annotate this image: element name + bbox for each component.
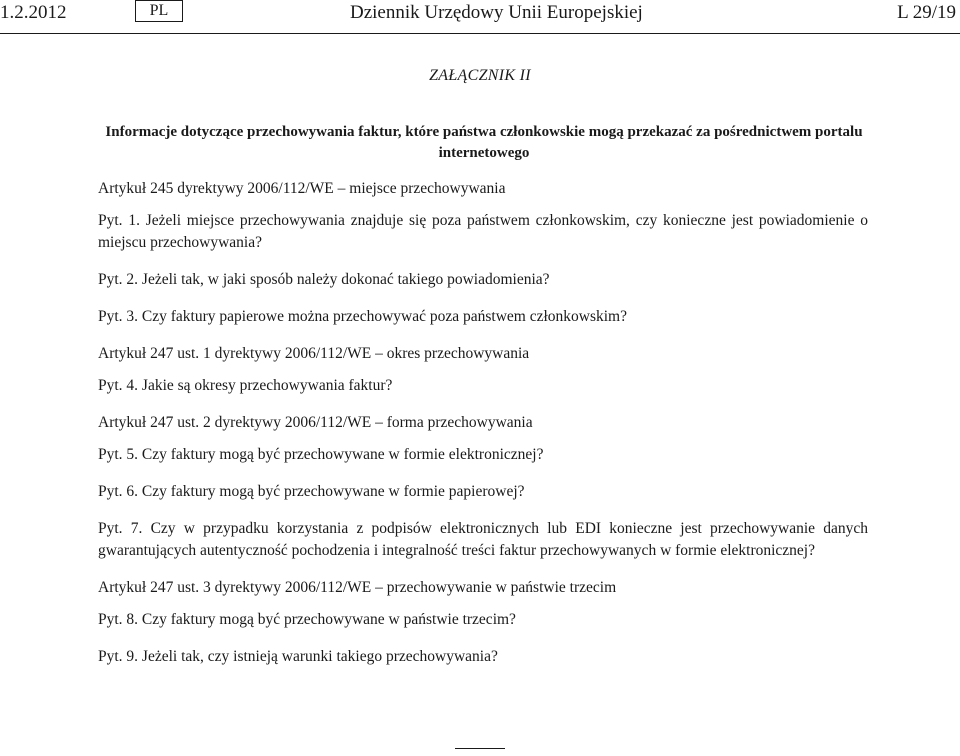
header-divider [0,33,960,34]
section-heading: Artykuł 247 ust. 2 dyrektywy 2006/112/WE – forma przechowywania [98,414,533,431]
page-header [0,0,960,34]
language-code-box: PL [135,0,183,22]
journal-title: Dziennik Urzędowy Unii Europejskiej [350,2,643,23]
question-item: Pyt. 3. Czy faktury papierowe można przechowywać poza państwem członkowskim? [98,308,627,325]
document-body [98,178,868,683]
question-item: Pyt. 9. Jeżeli tak, czy istnieją warunki takiego przechowywania? [98,648,498,665]
question-item: Pyt. 8. Czy faktury mogą być przechowywane w państwie trzecim? [98,611,516,628]
section-heading: Artykuł 245 dyrektywy 2006/112/WE – miejsce przechowywania [98,180,506,197]
annex-label: ZAŁĄCZNIK II [429,67,531,84]
question-item: Pyt. 2. Jeżeli tak, w jaki sposób należy dokonać takiego powiadomienia? [98,271,550,288]
question-item: Pyt. 7. Czy w przypadku korzystania z podpisów elektronicznych lub EDI konieczne jest przechowywanie danych gwarantujących autentyczność pochodzenia i integralność treści faktur przechowywanych w formie elektronicznej? [98,520,868,559]
section-heading: Artykuł 247 ust. 3 dyrektywy 2006/112/WE – przechowywanie w państwie trzecim [98,579,617,596]
document-title: Informacje dotyczące przechowywania faktur, które państwa członkowskie mogą przekazać za pośrednictwem portalu internetowego [105,124,863,161]
section-heading: Artykuł 247 ust. 1 dyrektywy 2006/112/WE – okres przechowywania [98,345,530,362]
page-number: L 29/19 [897,2,956,23]
question-item: Pyt. 4. Jakie są okresy przechowywania faktur? [98,377,393,394]
question-item: Pyt. 1. Jeżeli miejsce przechowywania znajduje się poza państwem członkowskim, czy konieczne jest powiadomienie o miejscu przechowywania? [98,212,868,251]
footer-divider [455,748,505,749]
question-item: Pyt. 6. Czy faktury mogą być przechowywane w formie papierowej? [98,483,525,500]
publication-date: 1.2.2012 [0,2,67,23]
question-item: Pyt. 5. Czy faktury mogą być przechowywane w formie elektronicznej? [98,446,544,463]
